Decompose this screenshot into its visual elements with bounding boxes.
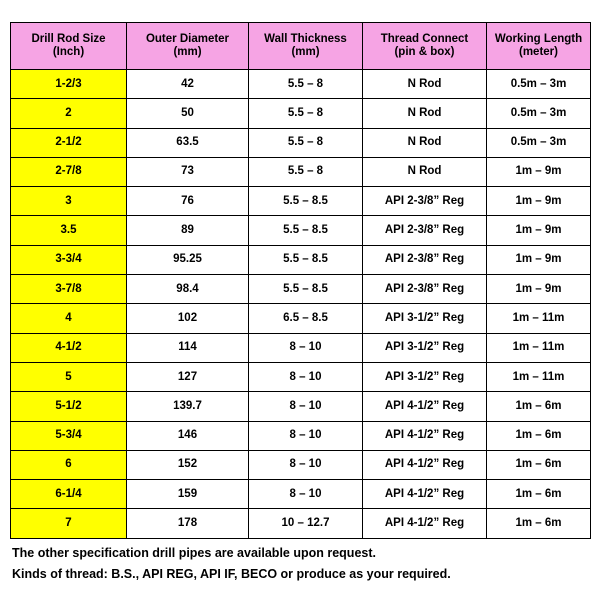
cell-working-length: 1m – 6m [487, 450, 591, 479]
cell-drill-rod-size: 5-3/4 [11, 421, 127, 450]
table-row [11, 157, 591, 186]
cell-outer-diameter: 98.4 [127, 275, 249, 304]
cell-wall-thickness: 5.5 – 8 [249, 157, 363, 186]
cell-thread-connect: API 2-3/8” Reg [363, 216, 487, 245]
column-header-line2: (meter) [519, 46, 558, 58]
cell-thread-connect: API 3-1/2” Reg [363, 362, 487, 391]
cell-working-length: 0.5m – 3m [487, 128, 591, 157]
cell-drill-rod-size: 3 [11, 187, 127, 216]
cell-outer-diameter: 152 [127, 450, 249, 479]
cell-outer-diameter: 42 [127, 70, 249, 99]
cell-wall-thickness: 10 – 12.7 [249, 509, 363, 538]
cell-outer-diameter: 127 [127, 362, 249, 391]
cell-wall-thickness: 8 – 10 [249, 480, 363, 509]
cell-wall-thickness: 8 – 10 [249, 392, 363, 421]
drill-rod-specification-table [10, 22, 591, 539]
note-other-specifications: The other specification drill pipes are available upon request. [12, 545, 376, 560]
table-row [11, 450, 591, 479]
cell-wall-thickness: 6.5 – 8.5 [249, 304, 363, 333]
column-header-line2: (pin & box) [394, 46, 455, 58]
cell-drill-rod-size: 4-1/2 [11, 333, 127, 362]
cell-drill-rod-size: 2-7/8 [11, 157, 127, 186]
table-row [11, 480, 591, 509]
cell-drill-rod-size: 3.5 [11, 216, 127, 245]
table-row [11, 304, 591, 333]
cell-working-length: 0.5m – 3m [487, 99, 591, 128]
table-row [11, 275, 591, 304]
cell-drill-rod-size: 3-3/4 [11, 245, 127, 274]
cell-working-length: 1m – 6m [487, 392, 591, 421]
cell-outer-diameter: 146 [127, 421, 249, 450]
cell-wall-thickness: 8 – 10 [249, 450, 363, 479]
cell-outer-diameter: 159 [127, 480, 249, 509]
cell-outer-diameter: 95.25 [127, 245, 249, 274]
cell-drill-rod-size: 3-7/8 [11, 275, 127, 304]
column-header-drill-rod-size [11, 23, 127, 70]
table-row [11, 128, 591, 157]
table-row [11, 187, 591, 216]
cell-thread-connect: API 3-1/2” Reg [363, 304, 487, 333]
cell-working-length: 1m – 11m [487, 362, 591, 391]
cell-wall-thickness: 8 – 10 [249, 362, 363, 391]
column-header-thread-connect [363, 23, 487, 70]
cell-working-length: 1m – 9m [487, 245, 591, 274]
cell-thread-connect: API 4-1/2” Reg [363, 392, 487, 421]
column-header-line1: Working Length [494, 32, 583, 45]
table-row [11, 216, 591, 245]
column-header-line1: Outer Diameter [145, 32, 230, 45]
column-header-line2: (mm) [291, 46, 320, 58]
cell-outer-diameter: 50 [127, 99, 249, 128]
cell-thread-connect: N Rod [363, 99, 487, 128]
cell-wall-thickness: 5.5 – 8 [249, 128, 363, 157]
cell-outer-diameter: 178 [127, 509, 249, 538]
cell-working-length: 1m – 6m [487, 480, 591, 509]
cell-working-length: 1m – 9m [487, 157, 591, 186]
cell-thread-connect: N Rod [363, 128, 487, 157]
cell-wall-thickness: 8 – 10 [249, 333, 363, 362]
cell-thread-connect: API 4-1/2” Reg [363, 421, 487, 450]
column-header-line1: Wall Thickness [264, 32, 347, 45]
column-header-working-length [487, 23, 591, 70]
cell-thread-connect: API 2-3/8” Reg [363, 245, 487, 274]
cell-wall-thickness: 5.5 – 8.5 [249, 275, 363, 304]
cell-drill-rod-size: 2 [11, 99, 127, 128]
cell-thread-connect: API 4-1/2” Reg [363, 450, 487, 479]
cell-working-length: 1m – 6m [487, 509, 591, 538]
cell-thread-connect: N Rod [363, 157, 487, 186]
cell-drill-rod-size: 5-1/2 [11, 392, 127, 421]
table-header [11, 23, 591, 70]
table-row [11, 245, 591, 274]
table-row [11, 99, 591, 128]
note-thread-kinds: Kinds of thread: B.S., API REG, API IF, BECO or produce as your required. [12, 567, 451, 581]
cell-wall-thickness: 5.5 – 8 [249, 99, 363, 128]
column-header-line1: Thread Connect [380, 32, 469, 45]
cell-thread-connect: API 2-3/8” Reg [363, 187, 487, 216]
table-row [11, 333, 591, 362]
cell-drill-rod-size: 1-2/3 [11, 70, 127, 99]
cell-thread-connect: API 2-3/8” Reg [363, 275, 487, 304]
table-row [11, 70, 591, 99]
column-header-line2: (mm) [173, 46, 202, 58]
cell-thread-connect: API 4-1/2” Reg [363, 509, 487, 538]
cell-outer-diameter: 63.5 [127, 128, 249, 157]
cell-drill-rod-size: 5 [11, 362, 127, 391]
cell-outer-diameter: 76 [127, 187, 249, 216]
column-header-wall-thickness [249, 23, 363, 70]
cell-thread-connect: API 3-1/2” Reg [363, 333, 487, 362]
cell-wall-thickness: 5.5 – 8.5 [249, 216, 363, 245]
cell-wall-thickness: 5.5 – 8 [249, 70, 363, 99]
cell-drill-rod-size: 6-1/4 [11, 480, 127, 509]
cell-drill-rod-size: 4 [11, 304, 127, 333]
cell-drill-rod-size: 6 [11, 450, 127, 479]
cell-wall-thickness: 5.5 – 8.5 [249, 245, 363, 274]
column-header-line2: (Inch) [52, 46, 85, 58]
cell-outer-diameter: 102 [127, 304, 249, 333]
notes-section [10, 545, 590, 588]
table-row [11, 509, 591, 538]
cell-working-length: 1m – 11m [487, 333, 591, 362]
cell-working-length: 1m – 9m [487, 216, 591, 245]
cell-thread-connect: API 4-1/2” Reg [363, 480, 487, 509]
table-row [11, 392, 591, 421]
cell-drill-rod-size: 2-1/2 [11, 128, 127, 157]
cell-wall-thickness: 5.5 – 8.5 [249, 187, 363, 216]
cell-working-length: 1m – 11m [487, 304, 591, 333]
cell-thread-connect: N Rod [363, 70, 487, 99]
cell-working-length: 1m – 9m [487, 187, 591, 216]
table-header-row [11, 23, 591, 70]
cell-wall-thickness: 8 – 10 [249, 421, 363, 450]
cell-outer-diameter: 89 [127, 216, 249, 245]
table-row [11, 421, 591, 450]
column-header-outer-diameter [127, 23, 249, 70]
table-body [11, 70, 591, 539]
cell-drill-rod-size: 7 [11, 509, 127, 538]
cell-outer-diameter: 114 [127, 333, 249, 362]
cell-working-length: 1m – 9m [487, 275, 591, 304]
table-row [11, 362, 591, 391]
cell-outer-diameter: 139.7 [127, 392, 249, 421]
column-header-line1: Drill Rod Size [31, 32, 106, 45]
cell-working-length: 0.5m – 3m [487, 70, 591, 99]
cell-outer-diameter: 73 [127, 157, 249, 186]
cell-working-length: 1m – 6m [487, 421, 591, 450]
